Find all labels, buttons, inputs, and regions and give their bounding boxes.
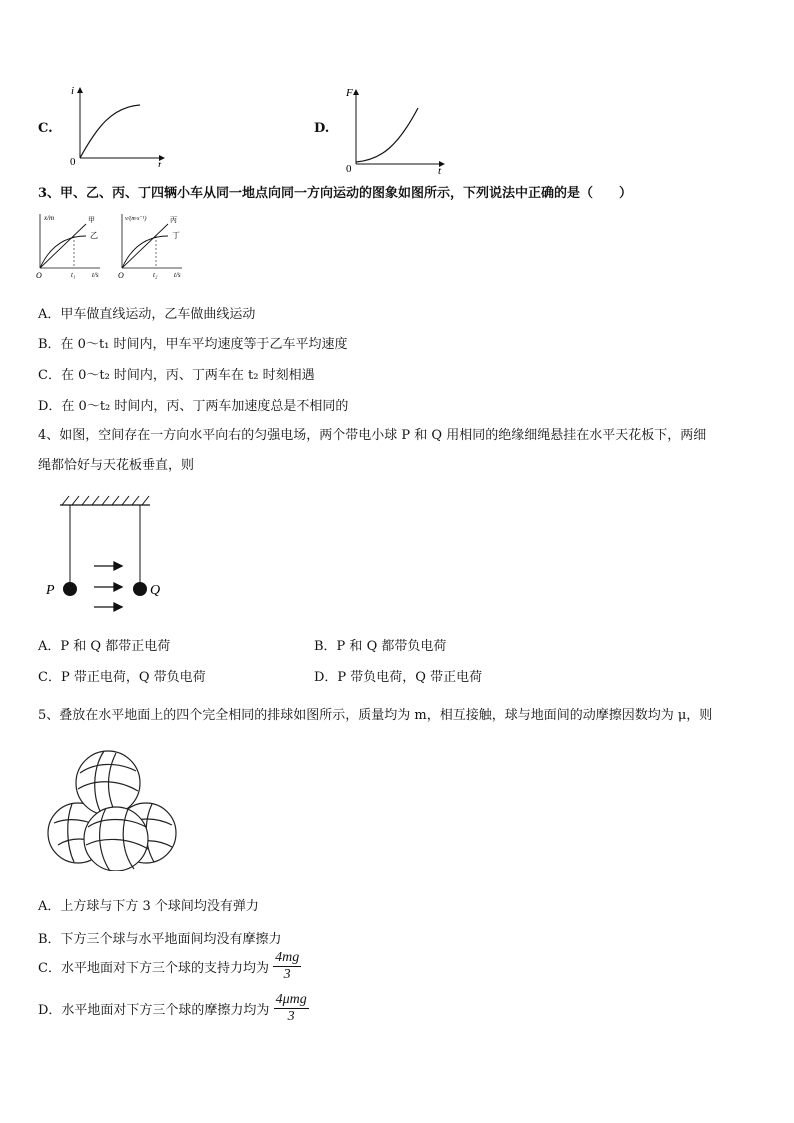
label-p: P	[46, 583, 55, 598]
q3g1-y-label: x/m	[44, 214, 55, 222]
ball-lower-front	[84, 807, 148, 871]
q5-option-b: B．下方三个球与水平地面间均没有摩擦力	[38, 932, 282, 947]
d-curve	[356, 108, 418, 162]
ball-q	[133, 582, 147, 596]
d-y-label: F	[346, 87, 353, 99]
q3g1-yi: 乙	[90, 231, 98, 240]
ball-p	[63, 582, 77, 596]
c-origin: 0	[70, 156, 76, 167]
q5-option-c	[38, 950, 301, 983]
q3g1-origin: O	[36, 271, 42, 280]
q5-option-c-fraction	[273, 950, 301, 983]
label-q: Q	[150, 583, 161, 598]
q5-c-denominator: 3	[283, 967, 291, 982]
q5-option-a: A．上方球与下方 3 个球间均没有弹力	[38, 899, 259, 914]
q5-option-d-text: D．水平地面对下方三个球的摩擦力均为	[38, 1003, 270, 1018]
c-x-label: t	[158, 159, 162, 167]
ceiling-hatch	[62, 496, 149, 505]
q5-option-d-fraction	[274, 992, 309, 1025]
q5-option-d	[38, 992, 309, 1025]
q3g1-line-jia	[40, 224, 86, 268]
option-d-label: D.	[314, 121, 330, 136]
d-x-label: t	[438, 165, 442, 174]
q5-stem: 5、叠放在水平地面上的四个完全相同的排球如图所示，质量均为 m，相互接触，球与地面间的动摩擦因数均为 μ，则	[38, 708, 713, 723]
q4-option-c: C．P 带正电荷，Q 带负电荷	[38, 670, 206, 685]
q4-figure	[42, 493, 182, 623]
q3-graph-1	[30, 210, 110, 282]
q3g2-y-label: v/(m·s⁻¹)	[125, 216, 147, 222]
q5-c-numerator: 4mg	[275, 950, 300, 965]
q3-graph-2	[112, 210, 192, 282]
q3-option-b: B．在 0～t₁ 时间内，甲车平均速度等于乙车平均速度	[38, 337, 348, 352]
option-c-graph	[62, 82, 172, 167]
option-c-label: C.	[38, 121, 53, 136]
q4-option-a: A．P 和 Q 都带正电荷	[38, 639, 171, 654]
option-d-graph	[336, 84, 456, 174]
q4-option-d: D．P 带负电荷，Q 带正电荷	[314, 670, 483, 685]
q3g2-tick: t₂	[153, 271, 158, 279]
q3g1-x-label: t/s	[92, 271, 99, 279]
q3-option-c: C．在 0～t₂ 时间内，丙、丁两车在 t₂ 时刻相遇	[38, 368, 315, 383]
q5-volleyball-figure	[44, 745, 180, 871]
q3-option-a: A．甲车做直线运动，乙车做曲线运动	[38, 307, 256, 322]
q5-d-numerator: 4μmg	[275, 992, 307, 1007]
c-curve	[80, 105, 140, 158]
d-origin: 0	[346, 163, 352, 174]
q4-stem-line1: 4、如图，空间存在一方向水平向右的匀强电场，两个带电小球 P 和 Q 用相同的绝缘细绳悬挂在水平天花板下，两细	[38, 428, 707, 443]
q3g2-ding: 丁	[172, 231, 180, 240]
q3g2-line-bing	[122, 224, 168, 268]
q3-stem: 3、甲、乙、丙、丁四辆小车从同一地点向同一方向运动的图象如图所示，下列说法中正确的是（ ）	[38, 186, 633, 201]
field-arrows	[94, 562, 122, 611]
q3g1-curve-yi	[40, 236, 86, 268]
q3g1-jia: 甲	[88, 216, 95, 224]
q5-d-denominator: 3	[287, 1009, 295, 1024]
q3g2-curve-ding	[122, 236, 168, 268]
q4-option-b: B．P 和 Q 都带负电荷	[314, 639, 447, 654]
ball-top	[76, 751, 140, 815]
q3g2-origin: O	[118, 271, 124, 280]
c-y-label: i	[71, 85, 75, 97]
q3g1-tick: t₁	[71, 271, 76, 279]
q3g2-bing: 丙	[170, 216, 177, 224]
q3g2-x-label: t/s	[174, 271, 181, 279]
q4-stem-line2: 绳都恰好与天花板垂直，则	[38, 458, 195, 473]
q5-option-c-text: C．水平地面对下方三个球的支持力均为	[38, 961, 269, 976]
q3-option-d: D．在 0～t₂ 时间内，丙、丁两车加速度总是不相同的	[38, 399, 349, 414]
